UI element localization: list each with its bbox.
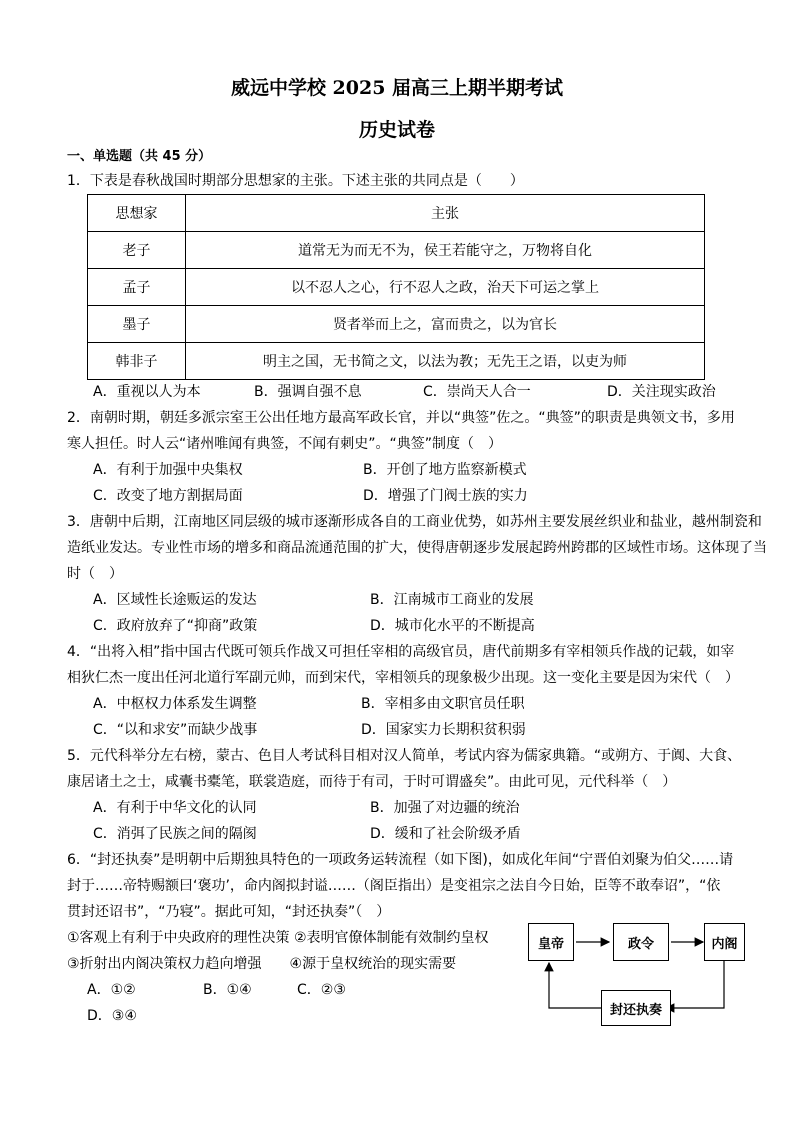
table-row (88, 232, 705, 269)
q2-stem-line: 寒人担任。时人云“诸州唯闻有典签，不闻有刺史”。“典签”制度（ ） (67, 436, 503, 452)
table-cell: 墨子 (88, 306, 186, 343)
q4-option-a: A．中枢权力体系发生调整 (93, 696, 257, 712)
q3-stem-line: 时（ ） (67, 566, 123, 582)
q6-option-b: B．①④ (203, 982, 252, 998)
node-cabinet: 内阁 (704, 923, 745, 961)
q4-option-c: C．“以和求安”而缺少战事 (93, 722, 258, 738)
table-header-row (88, 195, 705, 232)
table-row (88, 343, 705, 380)
q4-option-d: D．国家实力长期积贫积弱 (361, 722, 526, 738)
table-cell: 韩非子 (88, 343, 186, 380)
table-cell: 明主之国，无书简之文，以法为教；无先王之语，以吏为师 (186, 343, 705, 380)
node-emperor: 皇帝 (528, 923, 574, 961)
exam-title: 威远中学校 2025 届高三上期半期考试 (230, 77, 564, 99)
q6-item-line: ①客观上有利于中央政府的理性决策 ②表明官僚体制能有效制约皇权 (67, 930, 489, 946)
q6-stem-line: 封于……帝特赐额曰‘褒功’，命内阁拟封谥……（阁臣指出）是变祖宗之法自今日始，臣等不敢奉诏”，“依 (67, 878, 721, 894)
q5-option-d: D．缓和了社会阶级矛盾 (370, 826, 521, 842)
q3-option-d: D．城市化水平的不断提高 (370, 618, 535, 634)
arrow-cabinet-to-return (666, 961, 724, 1008)
arrow-return-to-emperor (549, 963, 601, 1008)
q6-option-d: D．③④ (87, 1008, 137, 1024)
table-row (88, 306, 705, 343)
table-header: 主张 (186, 195, 705, 232)
q2-option-d: D．增强了门阀士族的实力 (363, 488, 528, 504)
table-row (88, 269, 705, 306)
q1-option-a: A．重视以人为本 (93, 384, 201, 400)
q6-item-line: ③折射出内阁决策权力趋向增强 ④源于皇权统治的现实需要 (67, 956, 457, 972)
table-header: 思想家 (88, 195, 186, 232)
table-cell: 孟子 (88, 269, 186, 306)
q1-option-d: D．关注现实政治 (607, 384, 716, 400)
q2-option-b: B．开创了地方监察新模式 (363, 462, 527, 478)
q6-flow-diagram (525, 920, 755, 1030)
q3-stem-line: 3．唐朝中后期，江南地区同层级的城市逐渐形成各自的工商业优势，如苏州主要发展丝织业和盐业，越州制瓷和 (67, 514, 762, 530)
q2-option-a: A．有利于加强中央集权 (93, 462, 243, 478)
q1-option-c: C．崇尚天人合一 (423, 384, 531, 400)
q2-option-c: C．改变了地方割据局面 (93, 488, 243, 504)
q1-table (87, 194, 705, 380)
table-cell: 以不忍人之心，行不忍人之政，治天下可运之掌上 (186, 269, 705, 306)
q3-option-c: C．政府放弃了“抑商”政策 (93, 618, 258, 634)
q5-stem-line: 5．元代科举分左右榜，蒙古、色目人考试科目相对汉人简单，考试内容为儒家典籍。“或朔方、于阗、大食、 (67, 748, 742, 764)
node-return-memorial: 封还执奏 (601, 990, 671, 1026)
q5-option-a: A．有利于中华文化的认同 (93, 800, 257, 816)
q1-stem: 1．下表是春秋战国时期部分思想家的主张。下述主张的共同点是（ ） (67, 173, 524, 189)
q4-stem-line: 4．“出将入相”指中国古代既可领兵作战又可担任宰相的高级官员，唐代前期多有宰相领兵作战的记载，如宰 (67, 644, 735, 660)
q6-option-c: C．②③ (297, 982, 346, 998)
q5-stem-line: 康居诸土之士，咸囊书橐笔，联裳造庭，而待于有司，于时可谓盛矣”。由此可见，元代科举（ ） (67, 774, 677, 790)
table-cell: 老子 (88, 232, 186, 269)
q3-stem-line: 造纸业发达。专业性市场的增多和商品流通范围的扩大，使得唐朝逐步发展起跨州跨郡的区域性市场。这体现了当 (67, 540, 767, 556)
table-cell: 贤者举而上之，富而贵之，以为官长 (186, 306, 705, 343)
q3-option-a: A．区域性长途贩运的发达 (93, 592, 257, 608)
q6-stem-line: 贯封还诏书”，“乃寝”。据此可知，“封还执奏”（ ） (67, 904, 391, 920)
q4-stem-line: 相狄仁杰一度出任河北道行军副元帅，而到宋代，宰相领兵的现象极少出现。这一变化主要是因为宋代（ ） (67, 670, 739, 686)
table-cell: 道常无为而无不为，侯王若能守之，万物将自化 (186, 232, 705, 269)
q5-option-b: B．加强了对边疆的统治 (370, 800, 520, 816)
q4-option-b: B．宰相多由文职官员任职 (361, 696, 525, 712)
q5-option-c: C．消弭了民族之间的隔阂 (93, 826, 257, 842)
q2-stem-line: 2．南朝时期，朝廷多派宗室王公出任地方最高军政长官，并以“典签”佐之。“典签”的职责是典领文书，多用 (67, 410, 735, 426)
q1-option-b: B．强调自强不息 (254, 384, 362, 400)
exam-subject: 历史试卷 (358, 119, 435, 141)
q6-stem-line: 6．“封还执奏”是明朝中后期独具特色的一项政务运转流程（如下图)，如成化年间“宁晋伯刘聚为伯父……请 (67, 852, 734, 868)
q6-option-a: A．①② (87, 982, 136, 998)
q3-option-b: B．江南城市工商业的发展 (370, 592, 534, 608)
node-decree: 政令 (613, 923, 669, 961)
section-heading: 一、单选题（共 45 分） (67, 149, 212, 164)
